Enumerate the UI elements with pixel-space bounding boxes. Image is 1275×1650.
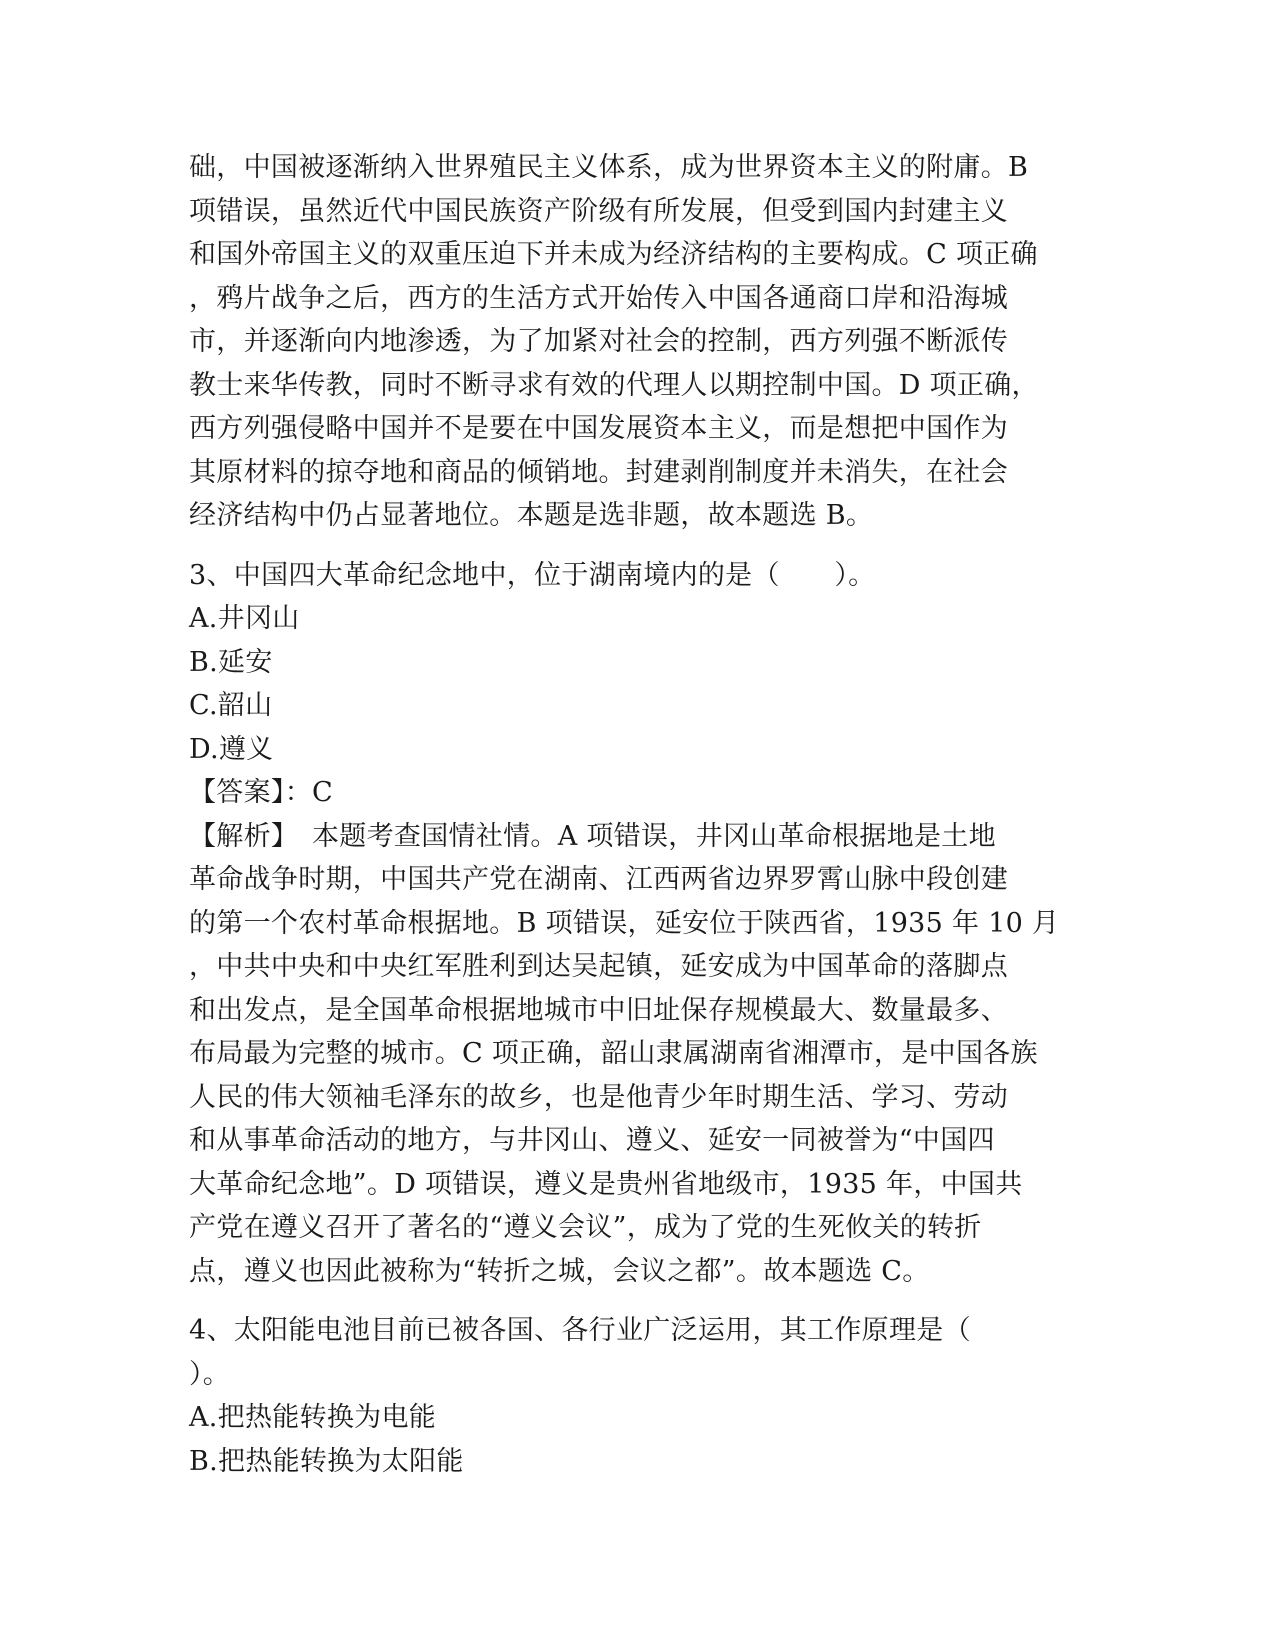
analysis-line: 点，遵义也因此被称为“转折之城，会议之都”。故本题选 C。 <box>189 1255 930 1287</box>
analysis-line: 项错误，虽然近代中国民族资产阶级有所发展，但受到国内封建主义 <box>189 195 1008 227</box>
option-a: A.井冈山 <box>189 603 300 634</box>
analysis-line: 【解析】 本题考查国情社情。A 项错误，井冈山革命根据地是土地 <box>189 820 996 852</box>
option-b: B.把热能转换为太阳能 <box>189 1445 464 1477</box>
analysis-line: 革命战争时期，中国共产党在湖南、江西两省边界罗霄山脉中段创建 <box>189 864 1008 895</box>
analysis-line: 其原材料的掠夺地和商品的倾销地。封建剥削制度并未消失，在社会 <box>189 456 1008 488</box>
analysis-line: 础，中国被逐渐纳入世界殖民主义体系，成为世界资本主义的附庸。B <box>189 152 1029 183</box>
analysis-line: 布局最为完整的城市。C 项正确，韶山隶属湖南省湘潭市，是中国各族 <box>189 1038 1038 1069</box>
question-stem-cont: ）。 <box>189 1358 231 1390</box>
analysis-line: ，鸦片战争之后，西方的生活方式开始传入中国各通商口岸和沿海城 <box>189 282 1008 314</box>
analysis-line: 大革命纪念地”。D 项错误，遵义是贵州省地级市，1935 年，中国共 <box>189 1168 1023 1200</box>
document-page <box>189 146 1089 1483</box>
question-stem: 4、太阳能电池目前已被各国、各行业广泛运用，其工作原理是（ <box>189 1315 971 1346</box>
analysis-line: 的第一个农村革命根据地。B 项错误，延安位于陕西省，1935 年 10 月 <box>189 907 1060 939</box>
analysis-line: 人民的伟大领袖毛泽东的故乡，也是他青少年时期生活、学习、劳动 <box>189 1081 1008 1113</box>
option-c: C.韶山 <box>189 690 273 721</box>
question-4 <box>189 1309 1089 1483</box>
answer-line: 【答案】：C <box>189 777 333 808</box>
question-stem: 3、中国四大革命纪念地中，位于湖南境内的是（ ）。 <box>189 559 876 591</box>
analysis-line: ，中共中央和中央红军胜利到达吴起镇，延安成为中国革命的落脚点 <box>189 951 1008 982</box>
option-d: D.遵义 <box>189 733 274 765</box>
analysis-line: 教士来华传教，同时不断寻求有效的代理人以期控制中国。D 项正确， <box>189 369 1039 401</box>
analysis-line: 和国外帝国主义的双重压迫下并未成为经济结构的主要构成。C 项正确 <box>189 239 1038 270</box>
analysis-line: 经济结构中仍占显著地位。本题是选非题，故本题选 B。 <box>189 500 874 531</box>
analysis-line: 和出发点，是全国革命根据地城市中旧址保存规模最大、数量最多、 <box>189 994 1008 1026</box>
analysis-line: 西方列强侵略中国并不是要在中国发展资本主义，而是想把中国作为 <box>189 413 1008 444</box>
analysis-line: 产党在遵义召开了著名的“遵义会议”，成为了党的生死攸关的转折 <box>189 1212 982 1243</box>
analysis-line: 市，并逐渐向内地渗透，为了加紧对社会的控制，西方列强不断派传 <box>189 326 1008 357</box>
option-a: A.把热能转换为电能 <box>189 1402 437 1433</box>
option-b: B.延安 <box>189 646 273 678</box>
question-3 <box>189 554 1089 1294</box>
previous-analysis-block <box>189 146 1089 538</box>
analysis-line: 和从事革命活动的地方，与井冈山、遵义、延安一同被誉为“中国四 <box>189 1125 995 1156</box>
